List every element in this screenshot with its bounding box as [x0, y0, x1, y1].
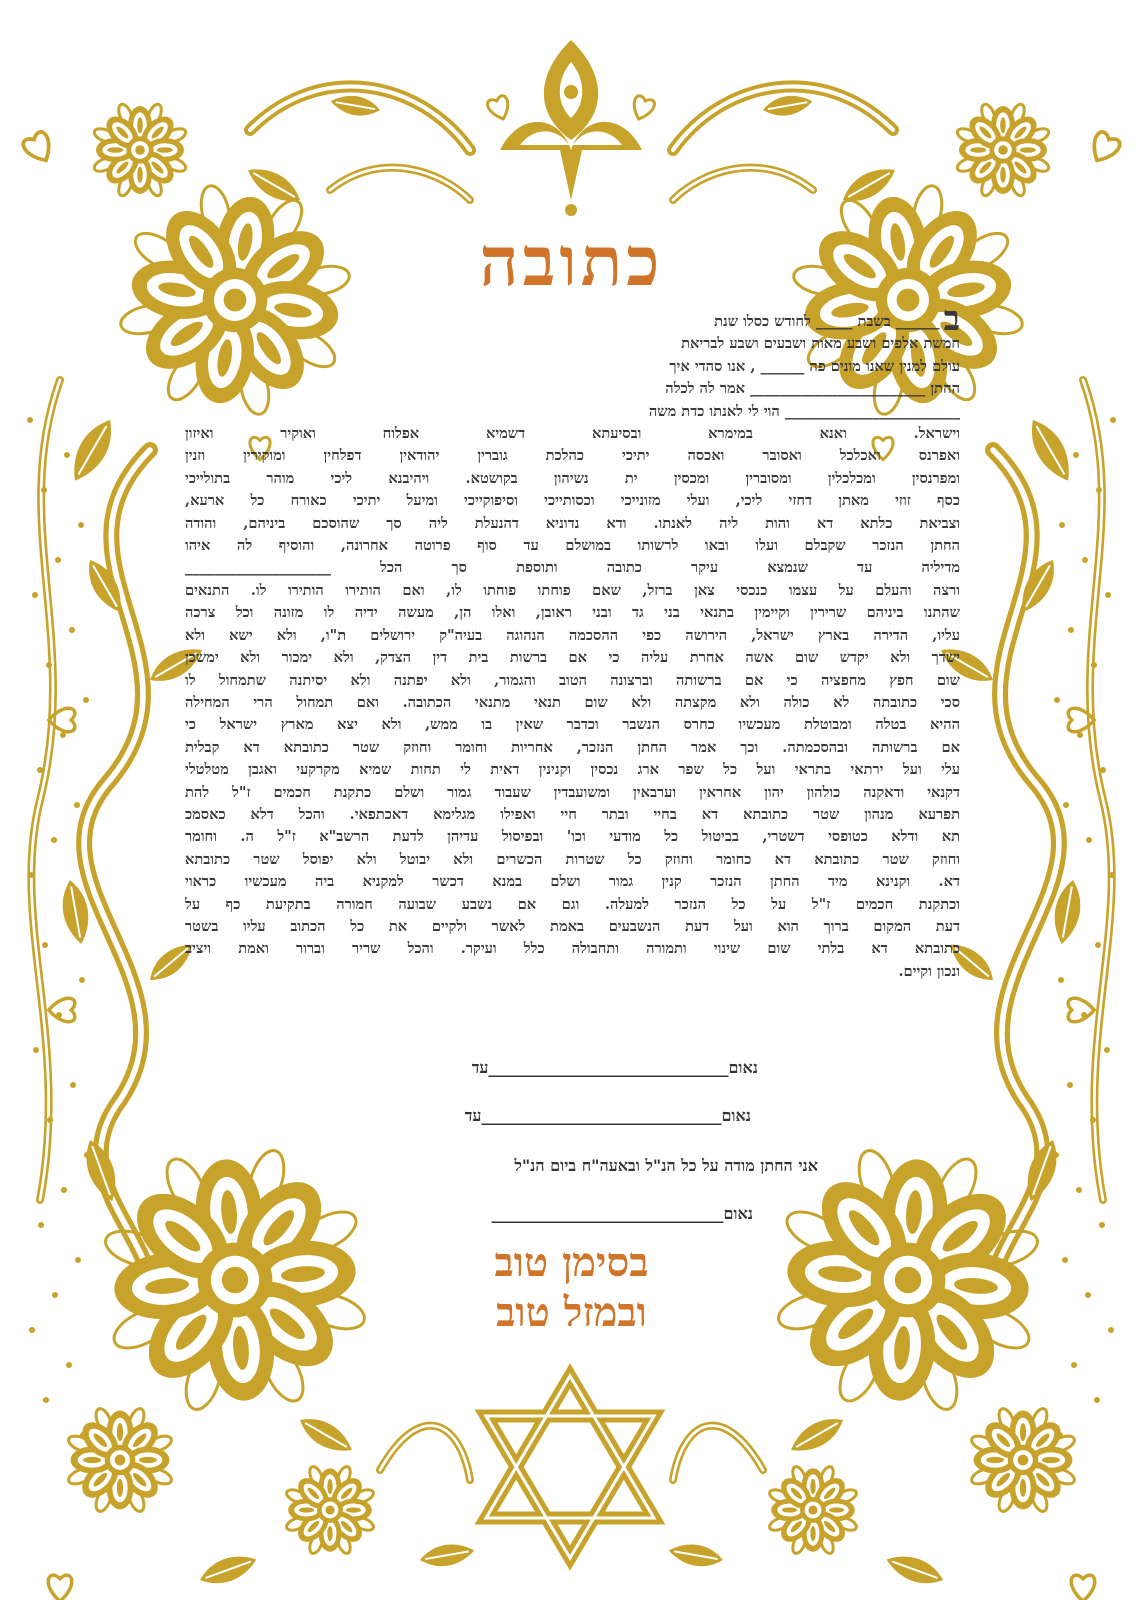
ketubah-first-letter: ב — [943, 308, 960, 334]
ketubah-line: דא. וקנינא מיד החתן הנזכר קנין גמור ושלם במנא דכשר למקניא ביה מעכשיו כראוי — [185, 873, 960, 891]
ketubah-line: תפרעא מנהון שטר כתובתא דא בחיי ובתר חיי ואפילו מגלימא דאכתפאי. והכל דלא כאסמכ — [185, 805, 960, 823]
ketubah-line: וישראל. ואנא במימרא ובסיעתא דשמיא אפלוח ואוקיר ואיזון — [185, 425, 960, 443]
ketubah-line: וחוזק שטר כתובתא דא כחומר וחוזק כל שטרות הכשרים ולא יבוטל ולא יפוסל שטר כתובתא — [185, 850, 960, 868]
groom-sign-blank: _____________________________ — [491, 1204, 724, 1223]
ketubah-line: דקנאי ודאקנה כולהון יהון אחראין וערבאין ומשועבדין שעבוד גמור ושלם כתקנת חכמים ז"ל להת — [185, 783, 960, 801]
ketubah-line: ההיא בטלה ומבוטלת מעכשיו כחרס הנשבר וכדבר שאין בו ממש, ולא יצא מארץ ישראל כי — [185, 716, 960, 734]
ketubah-line: ונכון וקיים. — [898, 962, 960, 980]
ketubah-line: החתן הנזכר שקבלם ועלו ובאו לרשותו במושלם עד סוף פרוטה אחרונה, והוסיף לה איהו — [185, 537, 960, 555]
witness-2-label: נאום — [721, 1106, 751, 1125]
ketubah-line: ורצה והעלם על עצמו כנכסי צאן ברזל, שאם פוחתו פוחתו לו, ואם הותירו הותירו לו. התנאים — [185, 581, 960, 599]
ketubah-line: סכי כתובתה לא כולה ולא מקצתה ולא שום תנאי מתנאי הכתובה. ואם תמחול הרי המחילה — [185, 693, 960, 711]
ketubah-line: תא ודלא כטופסי דשטרי, בביטול כל מודעי וכו' ובפיסול עדיהן לדעת הרשב"א ז"ל ה. וחומר — [185, 828, 960, 846]
ketubah-text — [185, 308, 960, 983]
groom-sign-label: נאום — [723, 1204, 753, 1223]
ketubah-line: ומפרנסין ומכלכלין ומסוברין ומכסין ית נשיהון בקושטא. ויהיבנא ליכי מוהר בתולייכי — [185, 469, 960, 487]
ketubah-line: אם ברשותה ובהסכמתה. וכך אמר החתן הנזכר, אחריות וחומר וחוזק שטר כתובתא דא קבלית — [185, 738, 960, 756]
blessing-line-1: בסימן טוב — [494, 1239, 649, 1286]
groom-statement: אני החתן מודה על כל הנ"ל ובאעה"ח ביום הנ"ל — [514, 1156, 818, 1175]
witness-2-suffix: עד — [464, 1106, 482, 1125]
witness-1-suffix: עד — [471, 1058, 489, 1077]
ketubah-line: וצביאת כלתא דא והות ליה לאנתו. ודא נדוניא דהנעלת ליה סך שהוסכם ביניהם, והודה — [185, 514, 960, 532]
ketubah-first-line-text: ______ בשבת _____ לחודש כסלו שנת — [714, 313, 940, 330]
ketubah-line: עלי ועל ירתאי בתראי ועל כל שפר ארג נכסין וקנינין דאית לי תחות שמיא מקרקעי ואגבן מטלטלי — [185, 761, 960, 779]
witness-1-blank: ______________________________ — [488, 1058, 729, 1077]
star-of-david-icon — [470, 1362, 670, 1572]
ketubah-line: ישדך ולא יקדש שום אשה אחרת עליה כי אם ברשות בית דין הצדק, ולא ימכור ולא ימשכן — [185, 649, 960, 667]
ketubah-line: עולם למנין שאנו מונים פה ______ , אנו סהדי איך — [669, 357, 960, 375]
witness-1-line — [472, 1058, 758, 1078]
witness-2-blank: ______________________________ — [481, 1106, 722, 1125]
ketubah-line: כסף זוזי מאתן דחזי ליכי, ועלי מזונייכי וכסותייכי וסיפוקייכי ומיעל יתיכי כאורח כל ארעא, — [185, 492, 960, 510]
ketubah-line: מדיליה עד שנמצא עיקר כתובה ותוספת סך הכל ____________________ — [185, 559, 960, 577]
ketubah-line: עליו, הדירה בארץ ישראל, הירושה כפי ההסכמה הנהוגה בעיה"ק ירושלים ת"ו, ולא ישא ולא — [185, 626, 960, 644]
witness-2-line — [465, 1106, 751, 1126]
ketubah-line: שום חפץ מחפציה כי אם ברשותה וברצונה הטוב והגמור, ולא יפתנה ולא יסיתנה שתמחול לו — [185, 671, 960, 689]
ketubah-line: כתובתא דא בלתי שום שינוי ותמורה ותחבולה כלל ועיקר. והכל שריר וברור ואמת ויציב — [185, 940, 960, 958]
ketubah-line: ________________________ הוי לי לאנתו כדת משה — [648, 402, 960, 420]
ketubah-line: חמשת אלפים ושבע מאות ושבעים ושבע לבריאת — [681, 335, 960, 353]
ketubah-line — [185, 308, 960, 333]
ketubah-line: ואפרנס ואכלכל ואסובר ואכסה יתיכי כהלכת גוברין יהודאין דפלחין ומוקירין וזנין — [185, 447, 960, 465]
ketubah-line: וכתקנת חכמים ז"ל על כל הנזכר למעלה. וגם אם נשבע שבועה חמורה בתקיעת כף על — [185, 895, 960, 913]
ketubah-title: כתובה — [479, 222, 664, 302]
ketubah-line: שהתנו ביניהם שרירין וקיימין בתנאי בני גד ובני ראובן, ואלו הן, מעשה ידיה לו מזונה וכל צרכה — [185, 604, 960, 622]
ketubah-line: דעת המקום ברוך הוא ועל דעת הנשבעים באמת לאשר ולקיים את כל הכתוב עליו בשטר — [185, 917, 960, 935]
witness-1-label: נאום — [728, 1058, 758, 1077]
ketubah-line: החתן ________________________ אמר לה לכלה — [665, 380, 960, 398]
blessing-line-2: ובמזל טוב — [496, 1289, 647, 1336]
groom-signature-line — [491, 1204, 753, 1224]
